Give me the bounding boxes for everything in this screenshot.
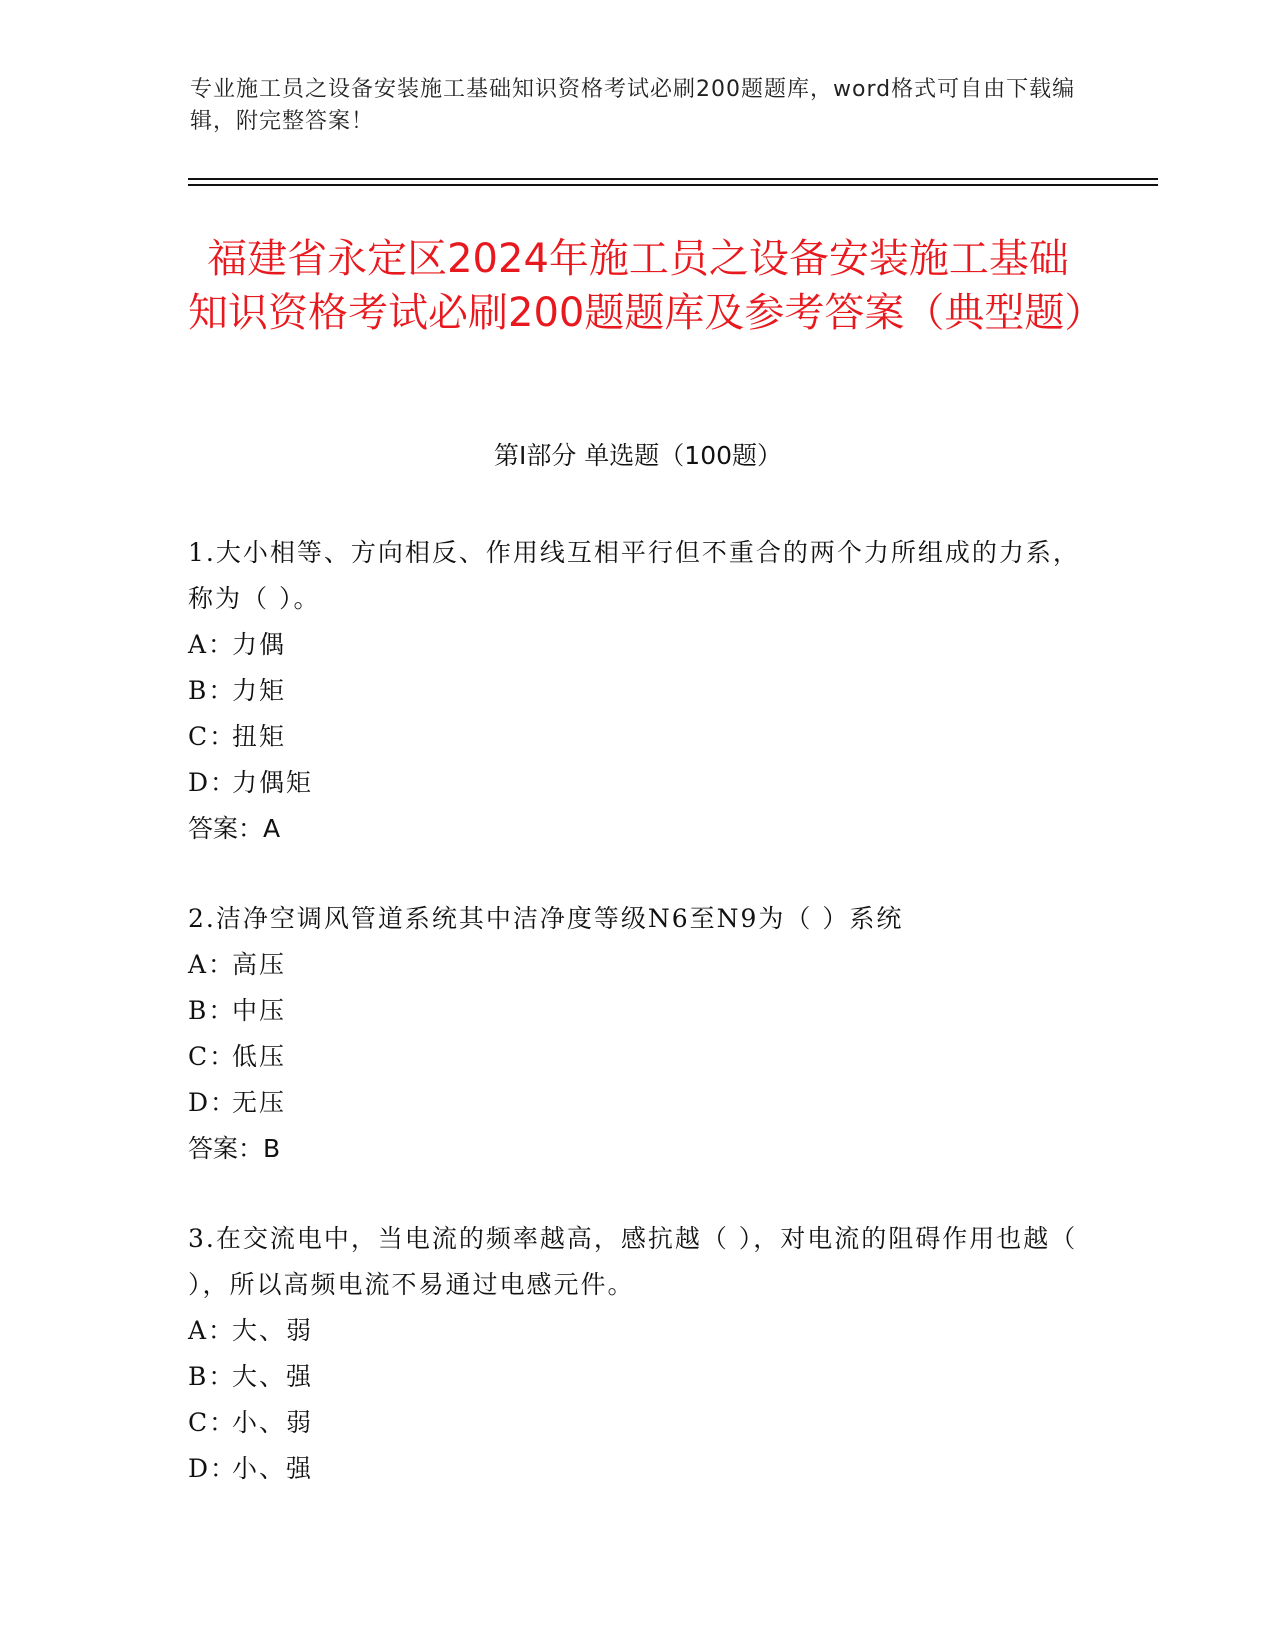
option-text: 低压 xyxy=(232,1042,287,1071)
question-2 xyxy=(188,896,1088,1172)
option-d xyxy=(188,1080,1088,1126)
option-letter: A： xyxy=(188,630,236,659)
option-d xyxy=(188,760,1088,806)
option-text: 中压 xyxy=(232,996,287,1025)
option-letter: A： xyxy=(188,1316,236,1345)
option-a xyxy=(188,1308,1088,1354)
option-letter: D： xyxy=(188,768,238,797)
option-letter: C： xyxy=(188,1042,237,1071)
document-title: 福建省永定区2024年施工员之设备安装施工基础知识资格考试必刷200题题库及参考答案（典型题） xyxy=(188,236,1105,336)
option-b xyxy=(188,988,1088,1034)
question-stem: 1.大小相等、方向相反、作用线互相平行但不重合的两个力所组成的力系，称为（ ）。 xyxy=(188,538,1080,613)
question-3 xyxy=(188,1216,1088,1492)
answer-line: 答案：B xyxy=(188,1134,281,1163)
header-divider-top xyxy=(188,178,1158,180)
option-text: 力偶矩 xyxy=(232,768,314,797)
option-text: 力偶 xyxy=(232,630,287,659)
option-a xyxy=(188,622,1088,668)
option-text: 扭矩 xyxy=(232,722,287,751)
option-text: 无压 xyxy=(232,1088,287,1117)
option-letter: C： xyxy=(188,1408,237,1437)
option-text: 大、弱 xyxy=(232,1316,314,1345)
option-text: 小、强 xyxy=(232,1454,314,1483)
answer-line: 答案：A xyxy=(188,814,281,843)
question-1 xyxy=(188,530,1088,852)
option-letter: D： xyxy=(188,1454,238,1483)
question-stem: 3.在交流电中，当电流的频率越高，感抗越（ ），对电流的阻碍作用也越（ ），所以高频电流不易通过电感元件。 xyxy=(188,1224,1078,1299)
option-letter: B： xyxy=(188,1362,236,1391)
section-heading: 第Ⅰ部分 单选题（100题） xyxy=(493,441,783,470)
option-text: 小、弱 xyxy=(232,1408,314,1437)
option-text: 力矩 xyxy=(232,676,287,705)
option-text: 大、强 xyxy=(232,1362,314,1391)
option-c xyxy=(188,714,1088,760)
option-letter: A： xyxy=(188,950,236,979)
question-stem: 2.洁净空调风管道系统其中洁净度等级N6至N9为（ ）系统 xyxy=(188,904,904,933)
option-c xyxy=(188,1400,1088,1446)
option-a xyxy=(188,942,1088,988)
option-letter: B： xyxy=(188,996,236,1025)
option-b xyxy=(188,1354,1088,1400)
option-letter: D： xyxy=(188,1088,238,1117)
question-list xyxy=(188,530,1088,1536)
option-d xyxy=(188,1446,1088,1492)
option-text: 高压 xyxy=(232,950,287,979)
header-note: 专业施工员之设备安装施工基础知识资格考试必刷200题题库，word格式可自由下载编辑，附完整答案！ xyxy=(190,77,1076,134)
option-letter: B： xyxy=(188,676,236,705)
header-divider-bottom xyxy=(188,184,1158,186)
option-letter: C： xyxy=(188,722,237,751)
option-b xyxy=(188,668,1088,714)
option-c xyxy=(188,1034,1088,1080)
